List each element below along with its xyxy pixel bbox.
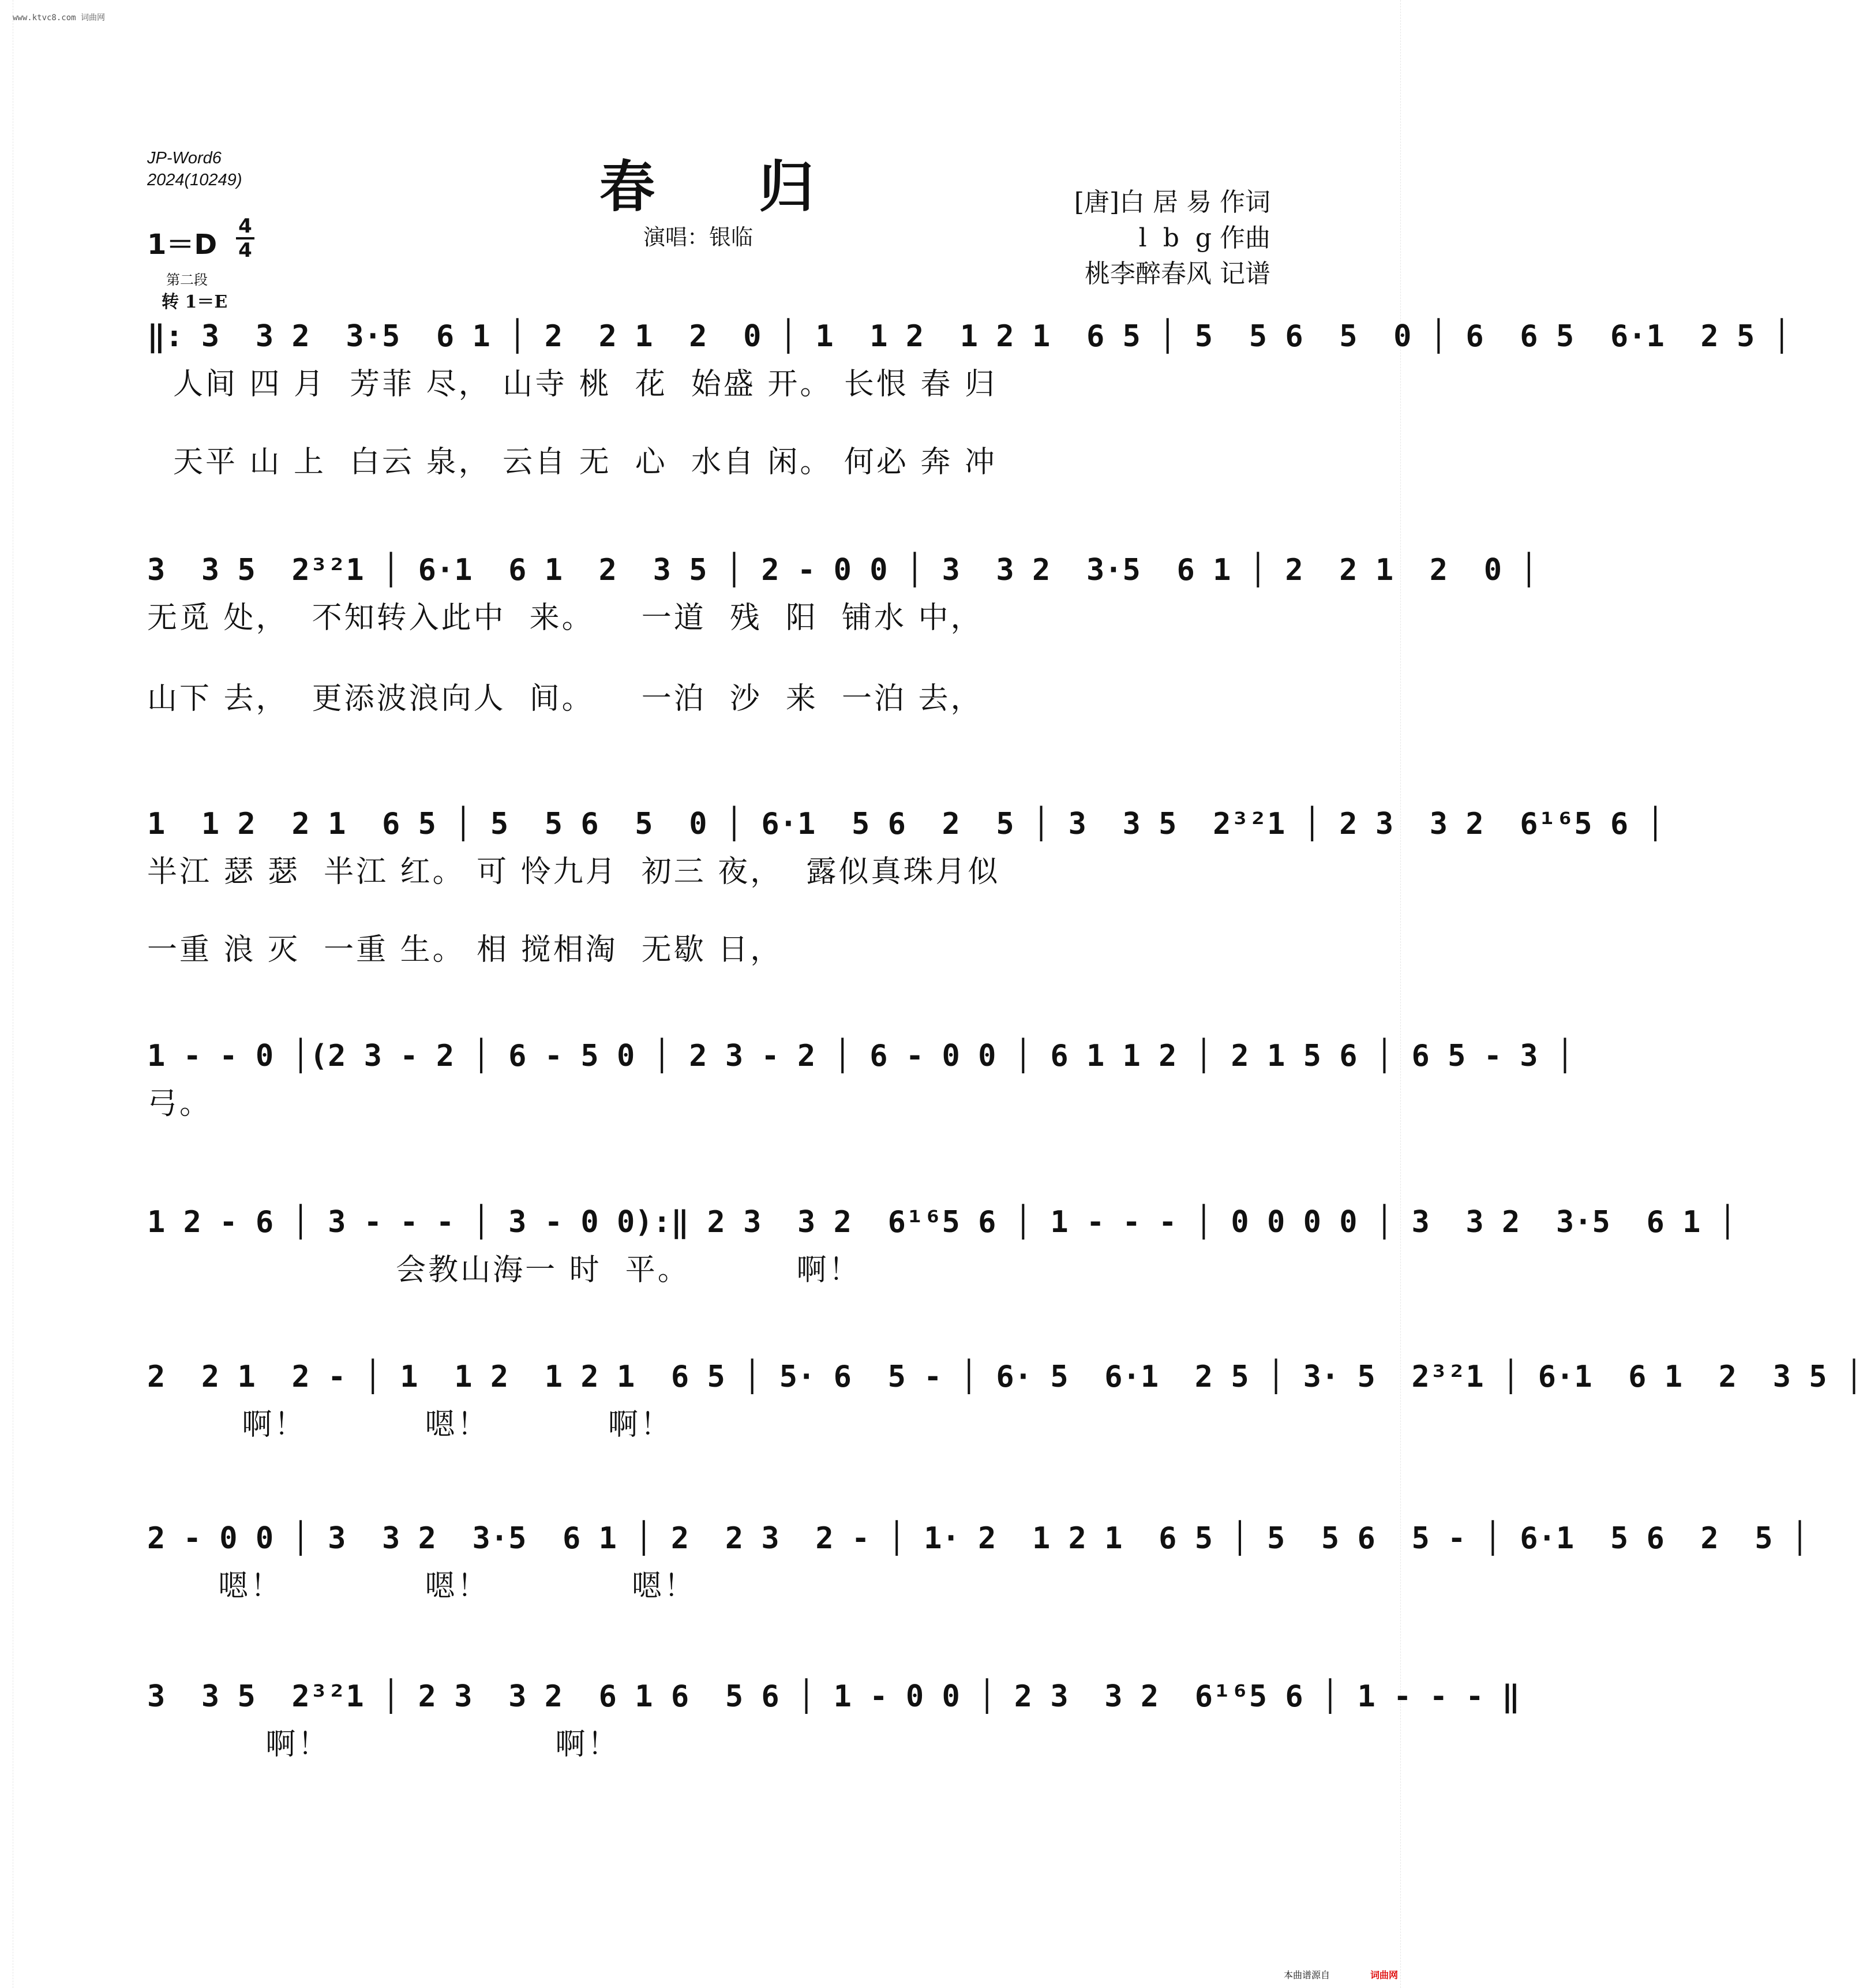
lyrics-verse-1: 人间 四 月 芳菲 尽， 山寺 桃 花 始盛 开。 长恨 春 归: [173, 367, 997, 402]
score-system: [147, 1028, 1575, 1124]
song-title: 春归: [599, 154, 918, 219]
lyrics-verse-1: 半江 瑟 瑟 半江 红。 可 怜九月 初三 夜， 露似真珠月似: [147, 855, 1000, 889]
notation-line: 1 - - 0 │(2 3 - 2 │ 6 - 5 0 │ 2 3 - 2 │ 6 - 0 0 │ 6 1 1 2 │ 2 1 5 6 │ 6 5 - 3 │: [147, 1039, 1575, 1073]
lyrics-verse-2: 一重 浪 灭 一重 生。 相 搅相淘 无歇 日，: [147, 933, 783, 967]
score-system: [147, 1669, 1520, 1765]
time-signature-bottom: 4: [238, 239, 252, 262]
notation-line: 1 1 2 2 1 6 5 │ 5 5 6 5 0 │ 6·1 5 6 2 5 │ 3 3 5 2³²1 │ 2 3 3 2 6¹⁶5 6 │: [147, 807, 1665, 841]
lyrics-verse-1: 无觅 处， 不知转入此中 来。 一道 残 阳 铺水 中，: [147, 601, 983, 635]
lyrics-verse-1: 弓。: [147, 1087, 212, 1121]
modulation-note: 第二段: [166, 272, 208, 288]
footer-source-text: 本曲谱源自: [1284, 1970, 1330, 1980]
lyrics-verse-2: 山下 去， 更添波浪向人 间。 一泊 沙 来 一泊 去，: [147, 682, 983, 716]
document-id: 2024(10249): [147, 171, 242, 189]
score-system: [147, 1511, 1809, 1607]
score-system: [147, 1349, 1863, 1445]
notation-line: 2 2 1 2 - │ 1 1 2 1 2 1 6 5 │ 5· 6 5 - │ 6· 5 6·1 2 5 │ 3· 5 2³²1 │ 6·1 6 1 2 3 5 │: [147, 1360, 1863, 1394]
lyricist-credit: [唐]白 居 易 作词: [1074, 188, 1270, 217]
credits-block: [1074, 185, 1270, 292]
notation-line: 3 3 5 2³²1 │ 6·1 6 1 2 3 5 │ 2 - 0 0 │ 3 3 2 3·5 6 1 │ 2 2 1 2 0 │: [147, 553, 1538, 587]
transcriber-credit: 桃李醉春风 记谱: [1085, 259, 1270, 289]
lyrics-verse-1: 嗯！ 嗯！ 嗯！: [147, 1569, 696, 1604]
lyrics-verse-2: 天平 山 上 白云 泉， 云自 无 心 水自 闲。 何必 奔 冲: [173, 445, 997, 480]
score-system: [147, 542, 1538, 719]
notation-line: 2 - 0 0 │ 3 3 2 3·5 6 1 │ 2 2 3 2 - │ 1· 2 1 2 1 6 5 │ 5 5 6 5 - │ 6·1 5 6 2 5 │: [147, 1521, 1809, 1556]
time-signature-top: 4: [238, 215, 252, 238]
notation-line: 1 2 - 6 │ 3 - - - │ 3 - 0 0):‖ 2 3 3 2 6¹⁶5 6 │ 1 - - - │ 0 0 0 0 │ 3 3 2 3·5 6 1 │: [147, 1205, 1737, 1240]
composer-credit: l b g 作曲: [1138, 223, 1270, 253]
lyrics-verse-1: 啊！ 啊！: [147, 1727, 620, 1762]
score-system: [147, 309, 1791, 482]
software-name: JP-Word6: [147, 149, 222, 167]
left-margin-strip: [0, 0, 13, 1988]
key-signature: 1＝D: [147, 229, 218, 261]
score-system: [147, 796, 1665, 970]
lyrics-verse-1: 会教山海一 时 平。 啊！: [147, 1253, 861, 1287]
score-system: [147, 1195, 1737, 1290]
footer-site-logo: 词曲网: [1370, 1970, 1399, 1980]
time-signature: [234, 216, 257, 260]
singer-credit: 演唱：银临: [643, 224, 754, 250]
lyrics-verse-1: 啊！ 嗯！ 啊！: [147, 1407, 673, 1442]
notation-line: ‖: 3 3 2 3·5 6 1 │ 2 2 1 2 0 │ 1 1 2 1 2 1 6 5 │ 5 5 6 5 0 │ 6 6 5 6·1 2 5 │: [147, 319, 1791, 354]
site-url: www.ktvc8.com 词曲网: [13, 13, 106, 23]
modulation-key: 转 1＝E: [162, 292, 228, 312]
notation-line: 3 3 5 2³²1 │ 2 3 3 2 6 1 6 5 6 │ 1 - 0 0 │ 2 3 3 2 6¹⁶5 6 │ 1 - - - ‖: [147, 1679, 1520, 1714]
